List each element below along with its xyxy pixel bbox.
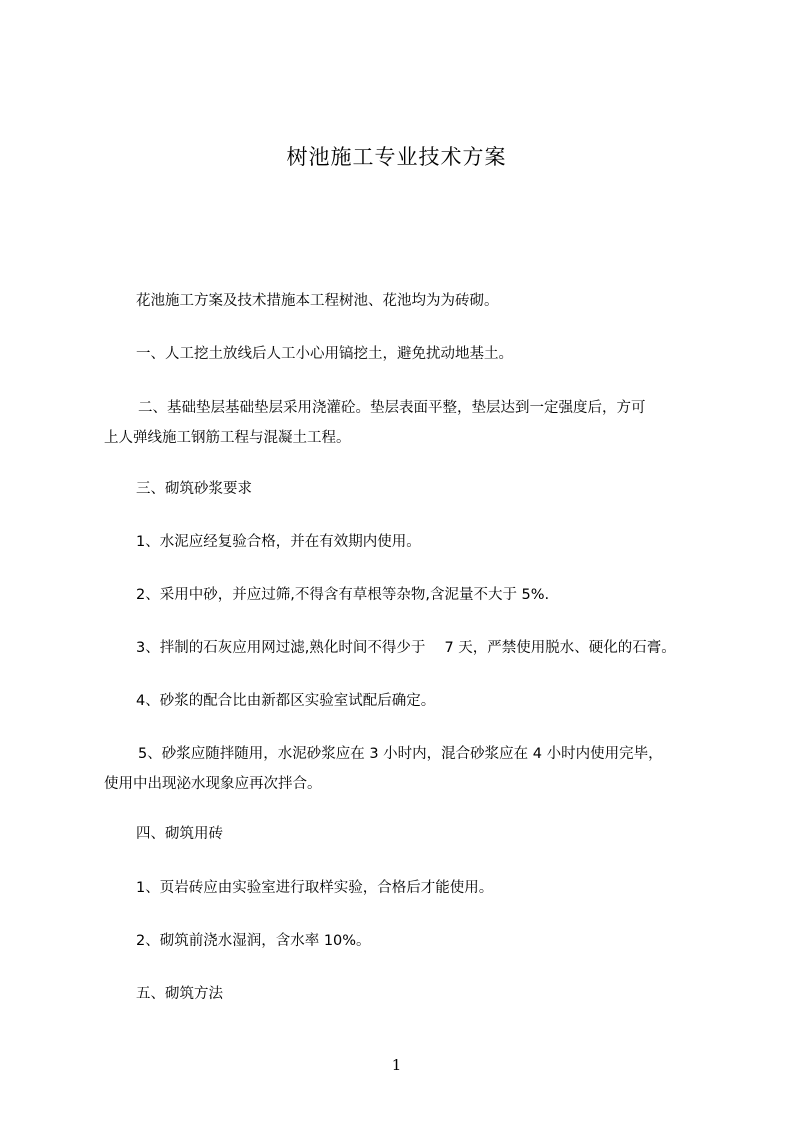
paragraph-line: 1、页岩砖应由实验室进行取样实验，合格后才能使用。 [136,880,494,896]
paragraph-section-4-heading [104,819,744,849]
document-title: 树池施工专业技术方案 [286,145,507,169]
paragraph-line: 三、砌筑砂浆要求 [136,481,252,497]
paragraph-item-3-2 [104,580,744,610]
paragraph-intro [104,286,744,316]
paragraph-line: 二、基础垫层基础垫层采用浇灌砼。垫层表面平整，垫层达到一定强度后，方可 [138,400,646,416]
paragraph-line: 五、砌筑方法 [136,986,223,1002]
page-number: 1 [391,1056,402,1074]
paragraph-item-3-5 [104,739,744,799]
paragraph-section-2 [104,393,744,453]
paragraph-section-3-heading [104,474,744,504]
paragraph-line: 花池施工方案及技术措施本工程树池、花池均为为砖砌。 [136,293,499,309]
paragraph-line: 四、砌筑用砖 [136,826,223,842]
paragraph-line: 3、拌制的石灰应用网过滤,熟化时间不得少于 7 天，严禁使用脱水、硬化的石膏。 [136,640,676,656]
paragraph-section-5-heading [104,979,744,1009]
paragraph-line: 4、砂浆的配合比由新都区实验室试配后确定。 [136,693,436,709]
paragraph-item-4-2 [104,926,744,956]
paragraph-line: 1、水泥应经复验合格，并在有效期内使用。 [136,534,421,550]
paragraph-item-3-4 [104,686,744,716]
paragraph-item-3-3 [104,633,744,663]
paragraph-line: 使用中出现泌水现象应再次拌合。 [104,776,322,792]
paragraph-line: 2、采用中砂，并应过筛,不得含有草根等杂物,含泥量不大于 5%. [136,587,550,603]
paragraph-item-4-1 [104,873,744,903]
paragraph-section-1 [104,339,744,369]
paragraph-line: 2、砌筑前浇水湿润，含水率 10%。 [136,933,371,949]
paragraph-item-3-1 [104,527,744,557]
paragraph-line: 5、砂浆应随拌随用，水泥砂浆应在 3 小时内，混合砂浆应在 4 小时内使用完毕， [138,746,663,762]
paragraph-line: 上人弹线施工钢筋工程与混凝土工程。 [104,430,351,446]
paragraph-line: 一、人工挖土放线后人工小心用镐挖土，避免扰动地基土。 [136,346,513,362]
